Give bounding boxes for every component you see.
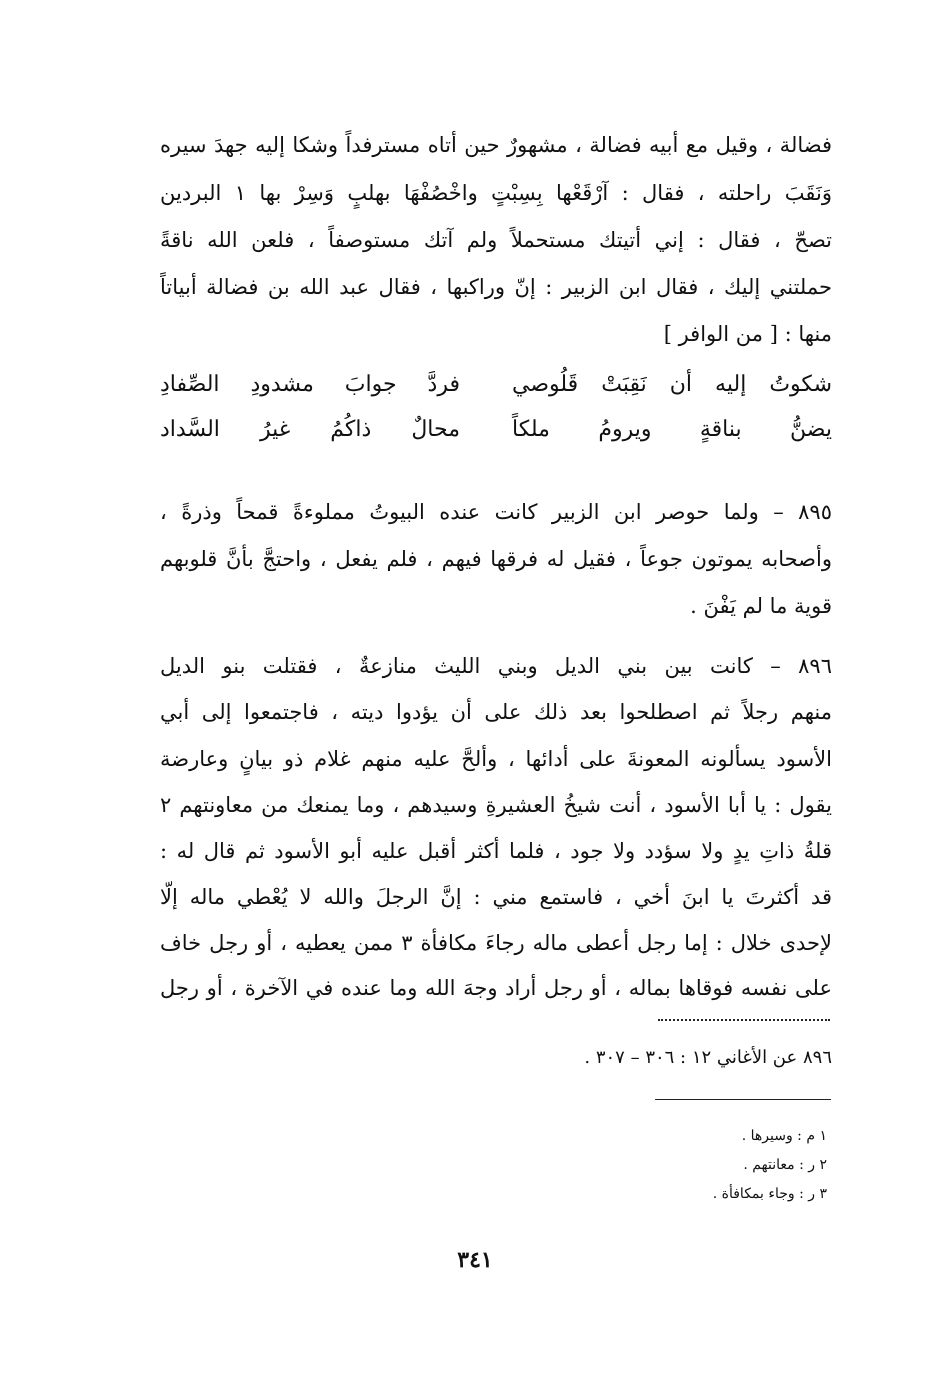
- paragraph-896-line: ٨٩٦ – كانت بين بني الديل وبني الليث منازعةٌ ، فقتلت بنو الديل: [160, 654, 832, 678]
- paragraph-895-line: قوية ما لم يَفْنَ .: [690, 594, 832, 618]
- paragraph-896-line: قد أكثرتَ يا ابنَ أخي ، فاستمع مني : إنَّ الرجلَ والله لا يُعْطي ماله إلّا: [160, 885, 832, 909]
- footnote: ٢ ر : معانتهم .: [743, 1157, 827, 1173]
- paragraph-896-line: قلةُ ذاتِ يدٍ ولا سؤدد ولا جود ، فلما أكثر أقبل عليه أبو الأسود ثم قال له :: [160, 839, 832, 863]
- verse-second-hemistich: فردَّ جوابَ مشدودِ الصِّفادِ: [160, 372, 460, 397]
- source-note: ٨٩٦ عن الأغاني ١٢ : ٣٠٦ – ٣٠٧ .: [584, 1047, 832, 1068]
- paragraph-895-line: وأصحابه يموتون جوعاً ، فقيل له فرقها فيهم ، فلم يفعل ، واحتجَّ بأنَّ قلوبهم: [160, 547, 832, 571]
- paragraph-896-line: على نفسه فوقاها بماله ، أو رجل أراد وجهَ الله وما عنده في الآخرة ، أو رجل: [160, 976, 832, 1000]
- verse-first-hemistich: يضنُّ بناقةٍ ويرومُ ملكاً: [512, 417, 832, 442]
- text-line: تصحّ ، فقال : إني أتيتك مستحملاً ولم آتك مستوصفاً ، فلعن الله ناقةً: [160, 228, 832, 252]
- paragraph-896-line: منهم رجلاً ثم اصطلحوا بعد ذلك على أن يؤدوا ديته ، فاجتمعوا إلى أبي: [160, 700, 832, 724]
- paragraph-896-line: الأسود يسألونه المعونةَ على أدائها ، وألحَّ عليه منهم غلام ذو بيانٍ وعارضة: [160, 747, 832, 771]
- paragraph-895-line: ٨٩٥ – ولما حوصر ابن الزبير كانت عنده البيوتُ مملوءةً قمحاً وذرةً ،: [160, 500, 832, 524]
- meter-label: منها : [ من الوافر ]: [663, 322, 832, 346]
- paragraph-896-line: يقول : يا أبا الأسود ، أنت شيخُ العشيرةِ وسيدهم ، وما يمنعك من معاونتهم ٢: [160, 793, 832, 817]
- verse-second-hemistich: محالٌ ذاكُمُ غيرُ السَّداد: [160, 417, 460, 442]
- page-number: ٣٤١: [457, 1247, 493, 1273]
- verse-first-hemistich: شكوتُ إليه أن نَقِبَتْ قَلُوصي: [512, 372, 832, 397]
- footnote-separator: [655, 1099, 831, 1100]
- text-line: فضالة ، وقيل مع أبيه فضالة ، مشهورٌ حين أتاه مسترفداً وشكا إليه جهدَ سيره: [160, 133, 832, 157]
- footnote: ٣ ر : وجاء بمكافأة .: [712, 1186, 827, 1202]
- text-line: حملتني إليك ، فقال ابن الزبير : إنّ وراكبها ، فقال عبد الله بن فضالة أبياتاً: [160, 275, 832, 299]
- dotted-separator: [658, 1019, 830, 1021]
- paragraph-896-line: لإحدى خلال : إما رجل أعطى ماله رجاءَ مكافأة ٣ ممن يعطيه ، أو رجل خاف: [160, 931, 832, 955]
- text-line: وَنَقَبَ راحلته ، فقال : آرْقَعْها بِسِبْتٍ واخْصُفْهَا بهلبٍ وَسِرْ بها ١ البردين: [160, 181, 832, 205]
- footnote: ١ م : وسيرها .: [741, 1128, 827, 1144]
